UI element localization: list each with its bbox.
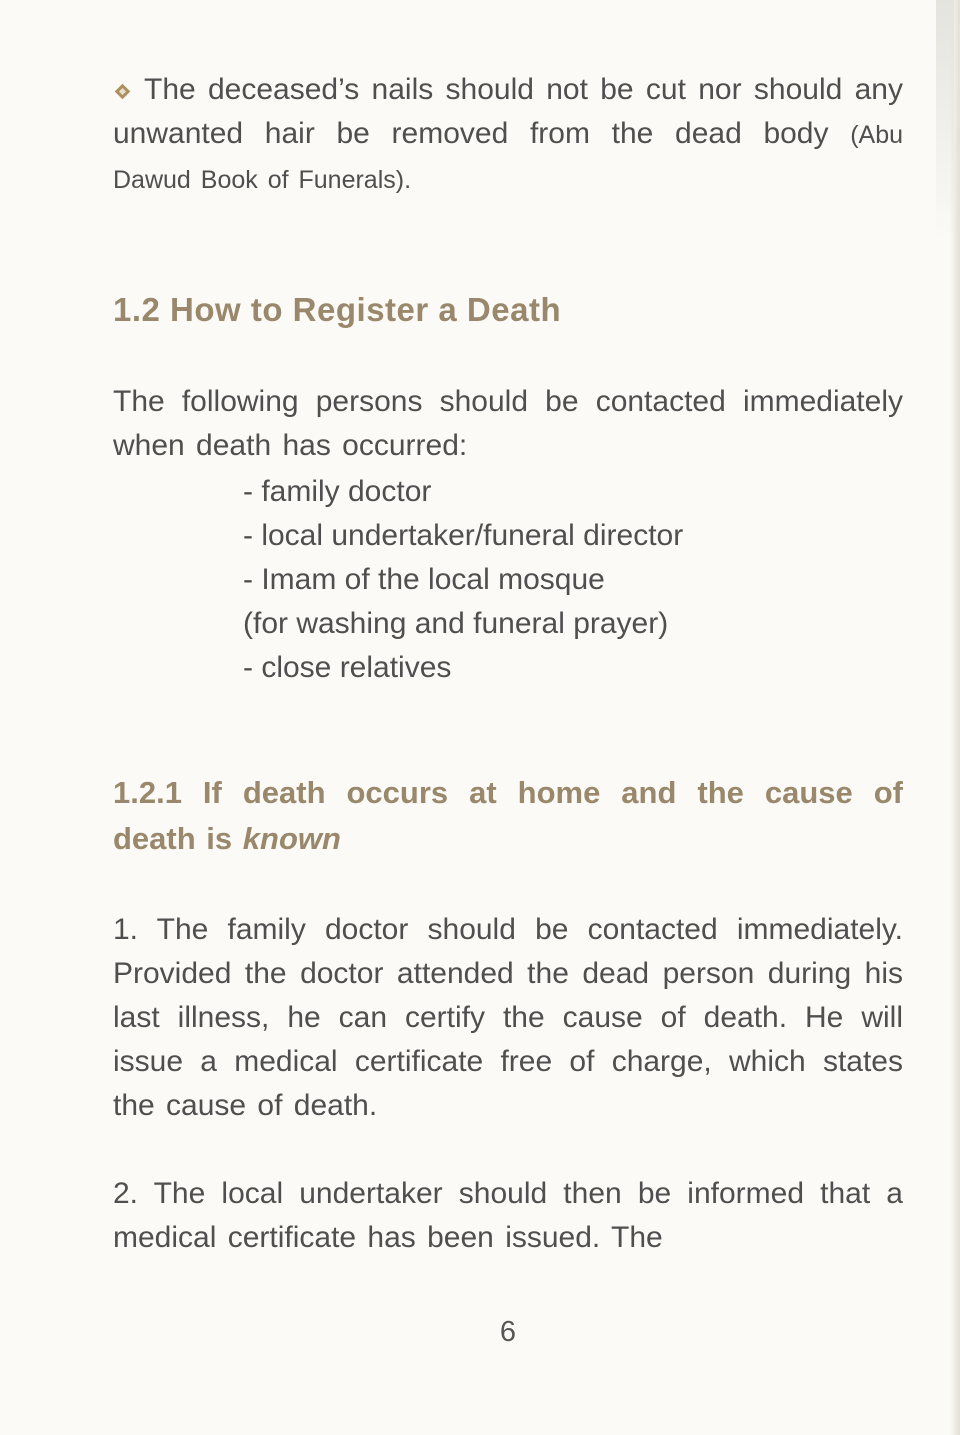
page-number: 6 [499, 1316, 517, 1348]
heading-1-2-1-emphasis: known [242, 821, 341, 856]
bullet-paragraph [113, 68, 903, 202]
list-item-family-doctor: - family doctor [243, 475, 432, 508]
section-heading-1-2: 1.2 How to Register a Death [113, 291, 562, 328]
scan-page-edge [950, 0, 960, 1435]
section-heading-1-2-1 [113, 770, 903, 862]
contact-list [113, 470, 903, 690]
paragraph-1: 1. The family doctor should be contacted immediately. Provided the doctor attended the dead person during his last illness, he can certify the cause of death. He will issue a medical certificate free of charge, which states the cause of death. [113, 913, 903, 1122]
diamond-bullet-icon [115, 84, 131, 100]
list-item-undertaker: - local undertaker/funeral director [243, 519, 684, 552]
citation-text: (Abu Dawud Book of Funerals). [113, 121, 903, 194]
list-item-imam: - Imam of the local mosque [243, 563, 605, 596]
bullet-paragraph-text: The deceased’s nails should not be cut nor should any unwanted hair be removed from the dead body [113, 73, 903, 150]
intro-paragraph: The following persons should be contacted immediately when death has occurred: [113, 385, 903, 462]
heading-1-2-1-prefix: 1.2.1 If death occurs at home and the cause of death is [113, 775, 903, 856]
list-item-close-relatives: - close relatives [243, 651, 452, 684]
paragraph-2: 2. The local undertaker should then be informed that a medical certificate has been issued. The [113, 1177, 903, 1254]
list-item-imam-note: (for washing and funeral prayer) [243, 607, 669, 640]
